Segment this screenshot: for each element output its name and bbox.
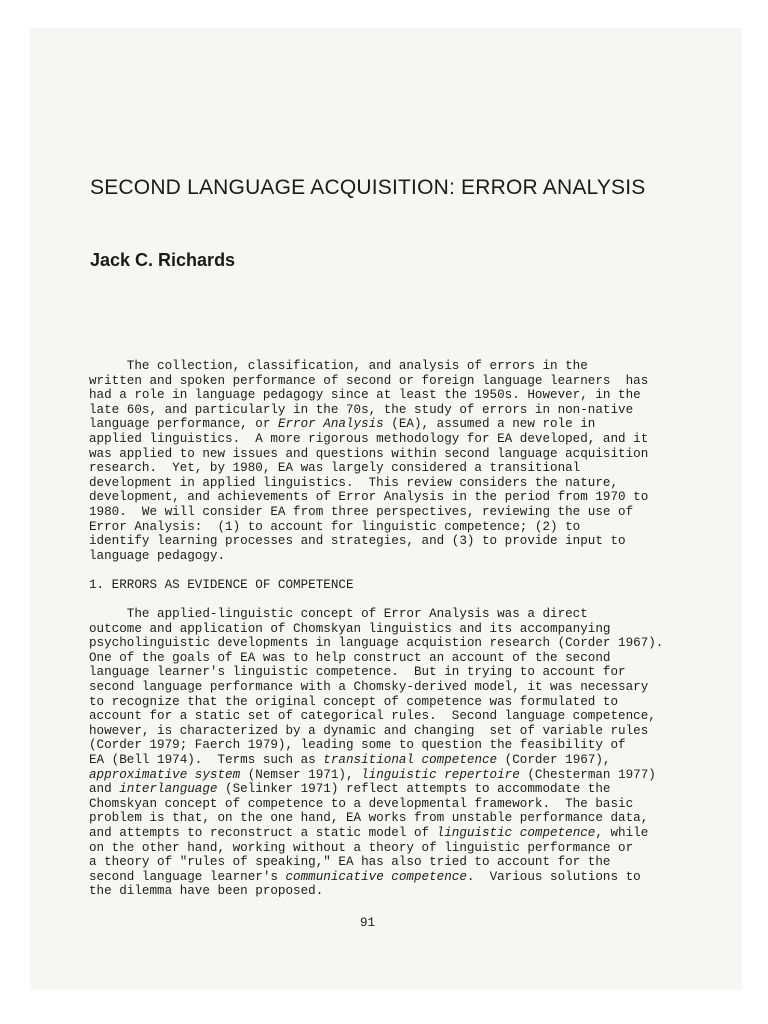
italic-term: transitional competence [323,753,498,768]
text-line: had a role in language pedagogy since at least the 1950s. However, in the [89,388,641,403]
italic-term: linguistic competence [436,826,596,840]
page-number: 91 [360,916,376,930]
text-line: language performance, or Error Analysis (EA), assumed a new role in [89,417,596,432]
text-line: account for a static set of categorical rules. Second language competence, [89,709,656,724]
text-line: (Corder 1979; Faerch 1979), leading some to question the feasibility of [89,738,626,753]
article-body [89,359,663,899]
text-line: language learner's linguistic competence. But in trying to account for [89,665,626,680]
text-line: The collection, classification, and analysis of errors in the [89,359,588,373]
author-name: Jack C. Richards [90,250,236,270]
italic-term: Error Analysis [277,417,384,432]
text-line: a theory of "rules of speaking," EA has also tried to account for the [89,855,611,870]
text-line: psycholinguistic developments in language acquistion research (Corder 1967). [89,636,664,651]
italic-term: approximative system [89,767,241,782]
text-line: development, and achievements of Error Analysis in the period from 1970 to [89,490,649,505]
text-line: outcome and application of Chomskyan linguistics and its accompanying [89,621,611,636]
text-line: language pedagogy. [89,548,226,563]
text-line: approximative system (Nemser 1971), linguistic repertoire (Chesterman 1977) [89,767,656,782]
text-line: to recognize that the original concept of competence was formulated to [89,694,619,709]
text-line: 1980. We will consider EA from three perspectives, reviewing the use of [89,504,634,519]
italic-term: linguistic repertoire [361,767,520,782]
text-line: EA (Bell 1974). Terms such as transitional competence (Corder 1967), [89,753,611,768]
text-line: however, is characterized by a dynamic and changing set of variable rules [89,723,649,738]
text-line: second language performance with a Chomsky-derived model, it was necessary [89,680,649,695]
text-line: second language learner's communicative competence. Various solutions to [89,869,641,884]
article-title: SECOND LANGUAGE ACQUISITION: ERROR ANALYSIS [90,176,646,199]
section-heading: 1. ERRORS AS EVIDENCE OF COMPETENCE [89,577,354,592]
italic-term: communicative competence [285,869,467,884]
italic-term: interlanguage [119,782,218,797]
text-line: applied linguistics. A more rigorous methodology for EA developed, and it [89,431,649,446]
text-line: and interlanguage (Selinker 1971) reflect attempts to accommodate the [89,782,611,797]
text-line: was applied to new issues and questions within second language acquisition [89,446,649,461]
text-line: and attempts to reconstruct a static model of linguistic competence, while [89,826,649,840]
text-line: One of the goals of EA was to help construct an account of the second [89,650,611,665]
text-line: the dilemma have been proposed. [89,884,324,899]
text-line: development in applied linguistics. This review considers the nature, [89,475,619,490]
text-line: The applied-linguistic concept of Error Analysis was a direct [89,607,588,622]
text-line: written and spoken performance of second or foreign language learners has [89,373,649,388]
text-line: late 60s, and particularly in the 70s, the study of errors in non-native [89,402,634,417]
abstract-paragraph [89,359,663,563]
text-line: Chomskyan concept of competence to a developmental framework. The basic [89,796,634,811]
text-line: on the other hand, working without a theory of linguistic performance or [89,840,634,855]
text-line: research. Yet, by 1980, EA was largely considered a transitional [89,461,581,476]
text-line: Error Analysis: (1) to account for linguistic competence; (2) to [89,519,581,534]
text-line: problem is that, on the one hand, EA works from unstable performance data, [89,811,649,826]
text-line: identify learning processes and strategies, and (3) to provide input to [89,534,626,549]
section-paragraph [89,607,663,899]
